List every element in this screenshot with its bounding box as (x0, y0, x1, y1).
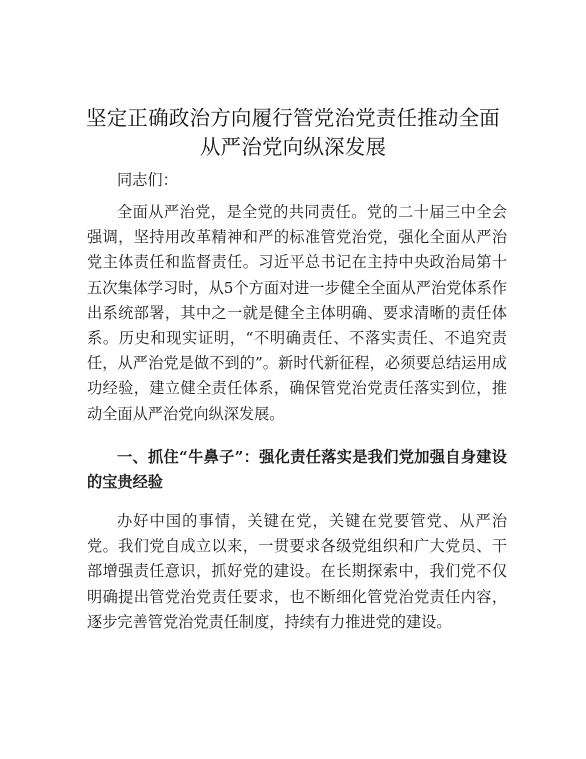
document-title-line1: 坚定正确政治方向履行管党治党责任推动全面 (86, 106, 500, 130)
document-title-line2: 从严治党向纵深发展 (199, 135, 387, 159)
paragraph-body: 办好中国的事情，关键在党，关键在党要管党、从严治党。我们党自成立以来，一贯要求各级党组织和广大党员、干部增强责任意识，抓好党的建设。在长期探索中，我们党不仅明确提出管党治党责任要求，也不断细化管党治党责任内容，逐步完善管党治党责任制度，持续有力推进党的建设。 (87, 512, 507, 631)
section-heading: 一、抓住“牛鼻子”：强化责任落实是我们党加强自身建设的宝贵经验 (87, 448, 507, 492)
paragraph-intro: 全面从严治党，是全党的共同责任。党的二十届三中全会强调，坚持用改革精神和严的标准管党治党，强化全面从严治党主体责任和监督责任。习近平总书记在主持中央政治局第十五次集体学习时，从5个方面对进一步健全全面从严治党体系作出系统部署，其中之一就是健全主体明确、要求清晰的责任体系。历史和现实证明，“不明确责任、不落实责任、不追究责任，从严治党是做不到的”。新时代新征程，必须要总结运用成功经验，建立健全责任体系，确保管党治党责任落实到位，推动全面从严治党向纵深发展。 (87, 203, 507, 423)
salutation: 同志们： (117, 171, 178, 189)
